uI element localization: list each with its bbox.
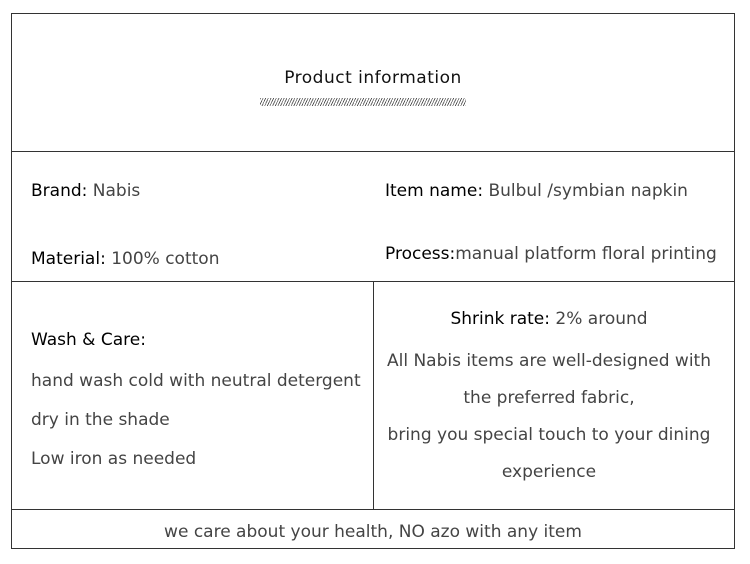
- description-line: experience: [501, 462, 597, 482]
- description-line: the preferred fabric,: [463, 388, 635, 408]
- shrink-rate: [374, 309, 724, 329]
- process-label: Process:: [385, 244, 456, 264]
- material-field: [31, 249, 219, 269]
- item-name-field: [385, 181, 688, 201]
- column-divider: [373, 281, 374, 509]
- item-name-label: Item name:: [385, 181, 484, 201]
- row-divider: [11, 151, 735, 152]
- title-divider: [260, 98, 466, 106]
- description-line: All Nabis items are well-designed with: [386, 351, 711, 371]
- care-heading: [31, 330, 146, 350]
- care-line: Low iron as needed: [31, 449, 197, 469]
- brand-label: Brand:: [31, 181, 88, 201]
- item-name-value: Bulbul /symbian napkin: [488, 181, 688, 201]
- row-divider: [11, 509, 735, 510]
- care-line: dry in the shade: [31, 410, 170, 430]
- brand-field: [31, 181, 140, 201]
- shrink-value: 2% around: [555, 309, 648, 329]
- brand-value: Nabis: [92, 181, 141, 201]
- process-value: manual platform floral printing: [455, 244, 717, 264]
- description-line: bring you special touch to your dining: [387, 425, 711, 445]
- care-heading-text: Wash & Care:: [31, 330, 146, 350]
- page-title: Product information: [284, 68, 462, 88]
- shrink-label: Shrink rate:: [450, 309, 550, 329]
- material-value: 100% cotton: [111, 249, 220, 269]
- footer-note: we care about your health, NO azo with any item: [164, 522, 582, 542]
- care-line: hand wash cold with neutral detergent: [31, 371, 361, 391]
- process-field: [385, 244, 717, 264]
- material-label: Material:: [31, 249, 106, 269]
